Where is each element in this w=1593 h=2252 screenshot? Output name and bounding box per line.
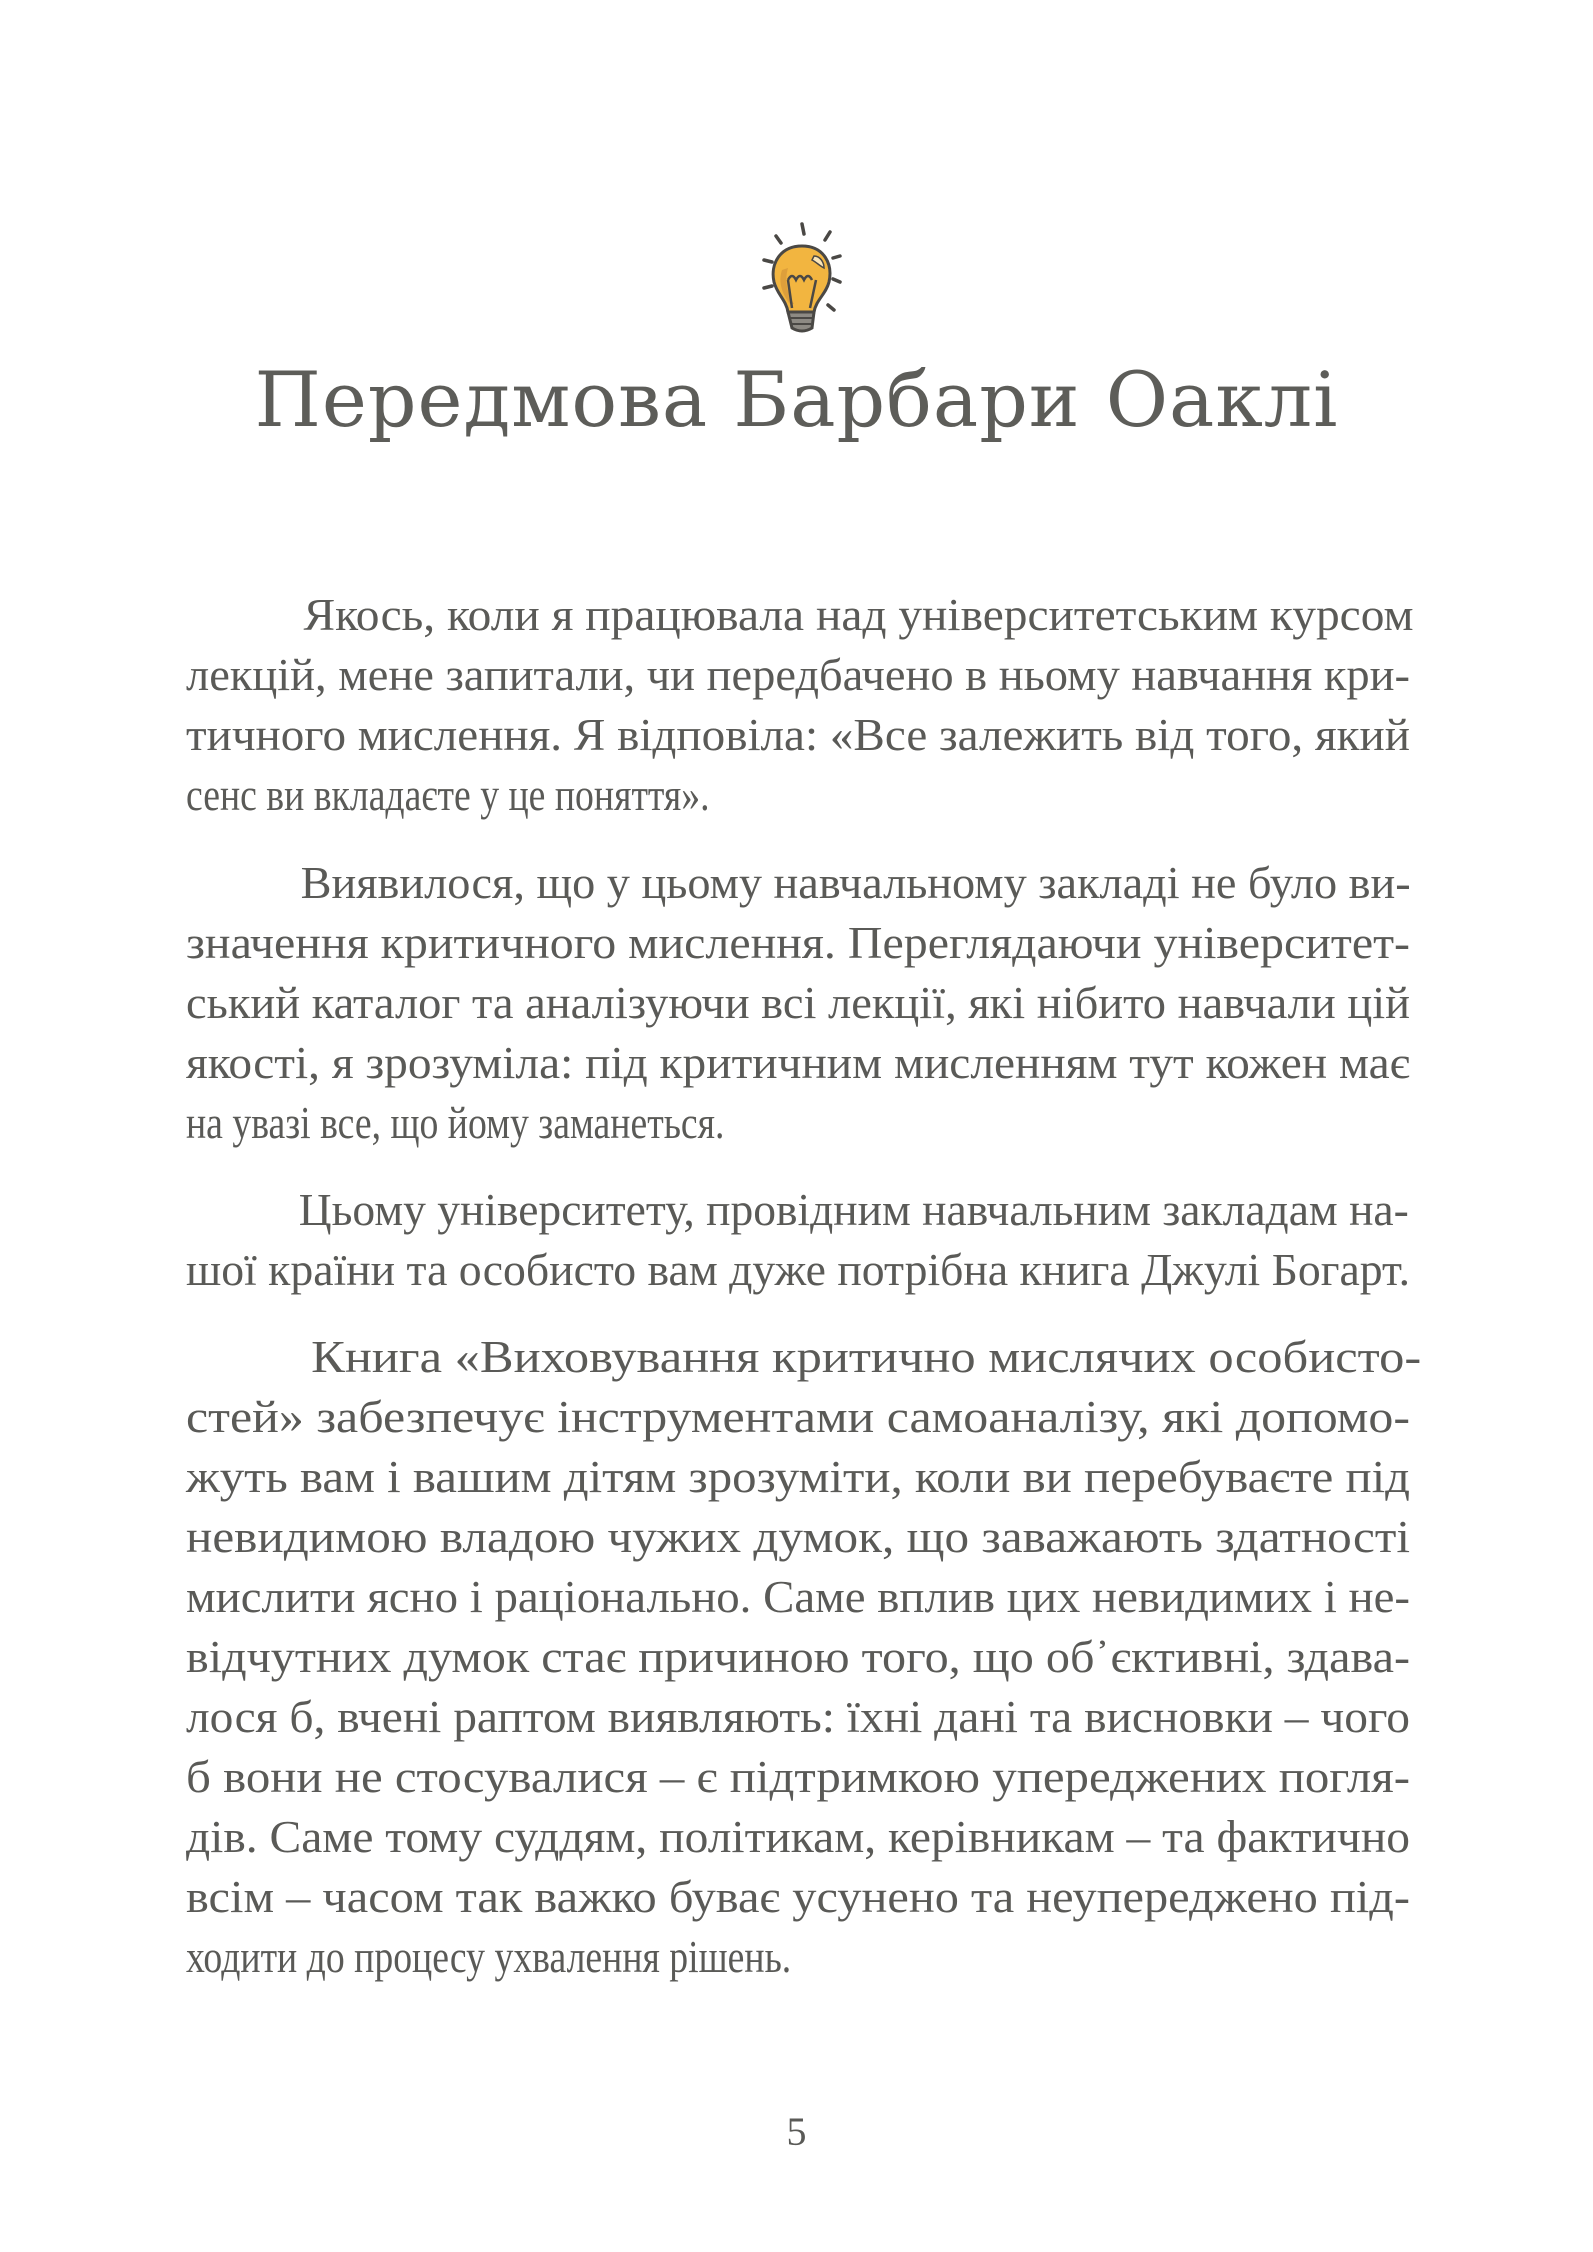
text-line: лося б, вчені раптом виявляють: їхні дані та висновки – чого	[186, 1691, 1410, 1742]
text-line: відчутних думок стає причиною того, що об᾿єктивні, здава-	[186, 1631, 1410, 1682]
text-line: тичного мислення. Я відповіла: «Все залежить від того, який	[186, 709, 1410, 760]
text-line: Якось, коли я працювала над університетським курсом	[303, 589, 1414, 640]
text-line: жуть вам і вашим дітям зрозуміти, коли ви перебуваєте під	[186, 1451, 1410, 1502]
text-line: стей» забезпечує інструментами самоаналізу, які допомо-	[186, 1391, 1410, 1442]
text-line: якості, я зрозуміла: під критичним мисленням тут кожен має	[186, 1037, 1410, 1088]
page-number: 5	[786, 2109, 807, 2154]
text-line: Цьому університету, провідним навчальним закладам на-	[298, 1184, 1409, 1235]
text-line: б вони не стосувалися – є підтримкою упереджених погля-	[186, 1751, 1410, 1802]
paragraph-3	[186, 1180, 1410, 1300]
text-line: на увазі все, що йому заманеться.	[186, 1097, 725, 1148]
text-line: шої країни та особисто вам дуже потрібна книга Джулі Богарт.	[186, 1244, 1410, 1295]
text-line: сенс ви вкладаєте у це поняття».	[186, 769, 710, 820]
text-line: дів. Саме тому суддям, політикам, керівникам – та фактично	[186, 1811, 1410, 1862]
text-line: мислити ясно і раціонально. Саме вплив цих невидимих і не-	[186, 1571, 1410, 1622]
lightbulb-icon	[742, 210, 862, 340]
text-line: Книга «Виховування критично мислячих особисто-	[311, 1331, 1422, 1382]
text-line: Виявилося, що у цьому навчальному закладі не було ви-	[300, 857, 1411, 908]
text-line: ський каталог та аналізуючи всі лекції, які нібито навчали цій	[186, 977, 1410, 1028]
text-line: значення критичного мислення. Переглядаючи університет-	[186, 917, 1410, 968]
text-line: ходити до процесу ухвалення рішень.	[186, 1931, 792, 1982]
text-line: лекцій, мене запитали, чи передбачено в ньому навчання кри-	[186, 649, 1410, 700]
text-line: невидимою владою чужих думок, що заважають здатності	[186, 1511, 1410, 1562]
paragraph-1	[186, 585, 1414, 825]
paragraph-4	[186, 1327, 1422, 1987]
text-line: всім – часом так важко буває усунено та неупереджено під-	[186, 1871, 1411, 1922]
chapter-title: Передмова Барбари Оаклі	[254, 355, 1339, 444]
paragraph-2	[186, 853, 1410, 1153]
